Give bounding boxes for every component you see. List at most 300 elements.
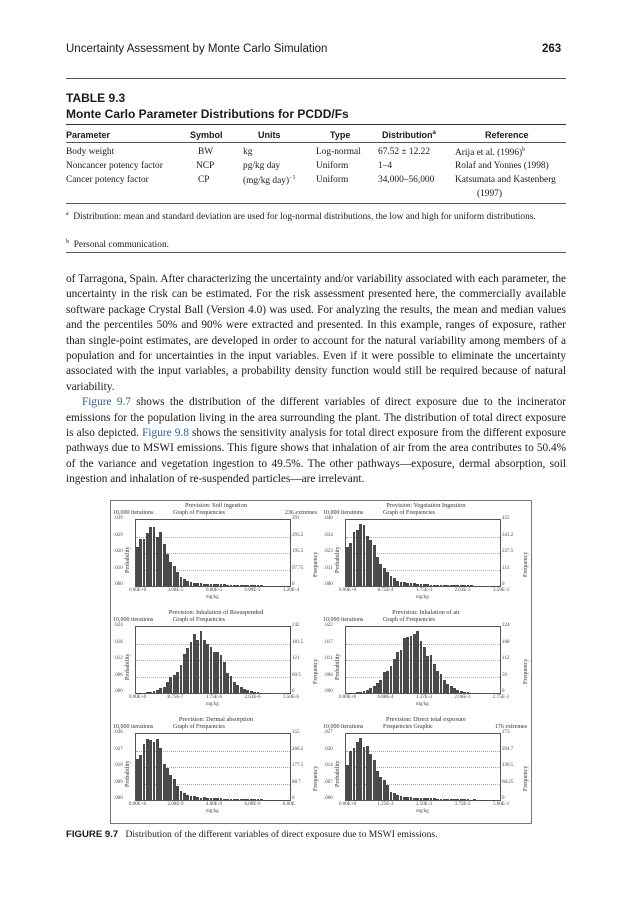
panel-title: Prevision: Inhalation of air	[392, 609, 460, 616]
x-axis-tick: 6.00E-5	[206, 588, 222, 593]
histogram-bar	[223, 799, 226, 800]
histogram-bar	[359, 524, 362, 586]
probability-tick: .029	[114, 532, 123, 538]
table-bottom-rule	[66, 203, 566, 204]
x-axis-tick: 0.00E+0	[339, 588, 357, 593]
x-axis-unit: mg/kg	[206, 702, 219, 707]
histogram-bar	[260, 585, 263, 586]
histogram-bar	[430, 585, 433, 587]
histogram-bar	[410, 636, 413, 693]
histogram-bar	[240, 799, 243, 800]
panel-graph-title: Graph of Frequencies	[173, 724, 225, 730]
histogram-bar	[267, 586, 270, 587]
histogram-bar	[366, 746, 369, 800]
probability-tick: .023	[324, 549, 333, 554]
histogram-bar	[257, 692, 260, 693]
histogram-bar	[206, 798, 209, 800]
row3-symbol: CP	[198, 175, 210, 185]
table-top-rule	[66, 124, 566, 125]
histogram-bar	[253, 799, 256, 800]
histogram-bar	[183, 579, 186, 586]
histogram-bar	[156, 690, 159, 693]
footnote-a	[66, 208, 566, 224]
frequency-tick: 195.5	[292, 549, 304, 554]
histogram-bar	[263, 800, 266, 801]
histogram-bar	[136, 547, 139, 586]
probability-tick: .007	[324, 779, 333, 785]
histogram-bar	[473, 799, 476, 800]
histogram-bar	[220, 798, 223, 800]
histogram-bar	[373, 686, 376, 693]
histogram-bar	[146, 533, 149, 586]
histogram-bar	[190, 642, 193, 693]
frequency-tick: 168	[502, 639, 510, 645]
histogram-bar	[180, 577, 183, 586]
histogram-bar	[139, 539, 142, 586]
row3-units	[243, 175, 295, 186]
figure-9-7-link[interactable]: Figure 9.7	[82, 396, 131, 409]
footnote-marker-b: b	[522, 147, 526, 153]
histogram-bar	[169, 677, 172, 693]
x-axis-tick: 8.00E	[283, 802, 295, 807]
histogram-bar	[390, 666, 393, 693]
histogram-bar	[376, 771, 379, 800]
x-axis-tick: 0.00E+0	[339, 802, 357, 807]
histogram-bar	[236, 585, 239, 586]
histogram-bar	[183, 654, 186, 693]
histogram-bar	[246, 585, 249, 586]
x-axis-tick: 3.00E-5	[167, 588, 184, 593]
histogram-bar	[203, 640, 206, 693]
histogram-bar	[206, 584, 209, 586]
panel-extremes: 176 extremes	[494, 724, 527, 730]
histogram-bar	[363, 747, 366, 800]
probability-tick: .027	[324, 730, 333, 735]
histogram-bar	[246, 690, 249, 693]
histogram-panel	[111, 608, 321, 715]
histogram-bar	[233, 682, 236, 693]
histogram-bar	[226, 799, 229, 801]
histogram-bar	[363, 691, 366, 693]
col-reference: Reference	[485, 130, 529, 140]
x-axis-unit: mg/kg	[206, 595, 219, 600]
frequency-tick: 60.5	[292, 672, 301, 678]
row2-reference: Rolaf and Yonnes (1998)	[455, 161, 549, 171]
probability-tick: .039	[114, 516, 123, 521]
probability-tick: .022	[324, 623, 333, 628]
x-axis-tick: 1.37E-3	[416, 695, 432, 700]
histogram-bar	[400, 582, 403, 586]
histogram-bar	[213, 652, 216, 693]
probability-tick: .018	[114, 639, 123, 645]
histogram-bar	[446, 684, 449, 693]
panel-title: Prevision: Direct total exposure	[386, 716, 466, 723]
histogram-panel	[111, 715, 321, 822]
frequency-tick: 227.5	[502, 549, 514, 554]
row3-type: Uniform	[316, 175, 349, 185]
probability-axis-label: Probability	[335, 760, 341, 787]
x-axis-tick: 4.00E-9	[206, 802, 222, 807]
histogram-bar	[253, 585, 256, 586]
panel-graph-title: Graph of Frequencies	[173, 617, 225, 623]
histogram-bar	[257, 799, 260, 800]
histogram-bar	[450, 585, 453, 586]
probability-tick: .027	[114, 746, 123, 752]
histogram-bar	[180, 665, 183, 693]
probability-tick: .017	[324, 639, 333, 645]
col-units: Units	[258, 130, 281, 140]
frequency-tick: 293.2	[292, 532, 304, 538]
histogram-bar	[396, 795, 399, 800]
x-axis-tick: 8.75E-4	[377, 588, 394, 593]
histogram-bar	[243, 689, 246, 693]
probability-tick: .011	[324, 565, 333, 571]
panel-iterations: 10,000 iterations	[323, 724, 364, 730]
frequency-tick: 97.75	[292, 565, 304, 571]
row3-reference: Katsumata and Kastenberg	[455, 175, 556, 185]
histogram-bar	[396, 581, 399, 586]
histogram-bar	[159, 532, 162, 586]
histogram-bar	[467, 585, 470, 586]
histogram-bar	[213, 798, 216, 800]
paragraph-1: of Tarragona, Spain. After characterizing the uncertainty and/or variability associated with each parameter, the uncertainty in the risk can be estimated. For the risk assessment presented here, the commercially available software package Crystal Ball (Version 4.0) was used. For analyzing the results, the mean and median values and the percentiles 50% and 90% were extracted and presented. In this example, ranges of exposure, rather than single-point estimates, are developed in order to account for the natural variability among members of a population and for uncertainties in the input variables. Even if it were possible to eliminate the uncertainty associated with the input variables, a probability density function would still be required because of natural variability.	[66, 273, 566, 393]
probability-tick: .000	[114, 796, 123, 801]
histogram-bar	[260, 799, 263, 800]
panel-iterations: 10,000 iterations	[113, 510, 154, 516]
histogram-bar	[223, 662, 226, 693]
table-label: TABLE 9.3	[66, 91, 126, 105]
histogram-bar	[153, 742, 156, 800]
grid-line	[136, 644, 290, 645]
histogram-bar	[369, 754, 372, 800]
histogram-bar	[410, 797, 413, 800]
x-axis-tick: 3.50E-6	[283, 695, 299, 700]
figure-9-7	[110, 500, 532, 824]
histogram-bar	[369, 540, 372, 586]
histogram-bar	[163, 544, 166, 586]
histogram-bar	[180, 791, 183, 800]
histogram-bar	[430, 798, 433, 800]
histogram-bar	[443, 585, 446, 586]
histogram-bar	[443, 680, 446, 693]
histogram-bar	[460, 585, 463, 586]
frequency-tick: 341.2	[502, 532, 514, 538]
probability-tick: .046	[324, 516, 333, 521]
frequency-tick: 181.5	[292, 639, 304, 645]
frequency-tick: 177.5	[292, 763, 304, 768]
probability-tick: .000	[324, 796, 333, 801]
histogram-bar	[166, 554, 169, 586]
histogram-bar	[200, 631, 203, 693]
histogram-bar	[416, 798, 419, 800]
frequency-axis-label: Frequency	[313, 765, 319, 791]
row2-symbol: NCP	[196, 161, 215, 171]
figure-caption	[66, 829, 438, 840]
histogram-bar	[143, 744, 146, 800]
histogram-bar	[220, 655, 223, 693]
row3-units-exponent: −1	[289, 175, 296, 181]
histogram-bar	[456, 585, 459, 586]
histogram-bar	[156, 739, 159, 800]
histogram-bar	[216, 584, 219, 586]
histogram-bar	[146, 692, 149, 693]
histogram-bar	[356, 742, 359, 800]
x-axis-tick: 5.00E-3	[493, 802, 509, 807]
frequency-tick: 0	[292, 582, 295, 587]
histogram-bar	[173, 675, 176, 693]
probability-tick: .000	[114, 689, 123, 694]
frequency-tick: 0	[292, 796, 295, 801]
panel-iterations: 10,000 iterations	[323, 510, 364, 516]
row1-distribution: 67.52 ± 12.22	[378, 147, 431, 157]
x-axis-tick: 0.00E+0	[129, 588, 147, 593]
histogram-bar	[456, 690, 459, 693]
header-rule	[66, 78, 566, 79]
histogram-bar	[477, 800, 480, 801]
row2-type: Uniform	[316, 161, 349, 171]
frequency-tick: 88.7	[292, 779, 301, 785]
histogram-bar	[383, 780, 386, 800]
x-axis-tick: 2.00E-9	[167, 802, 184, 807]
x-axis-tick: 1.75E-6	[206, 695, 222, 700]
frequency-tick: 56	[502, 672, 507, 678]
x-axis-tick: 0.00E+0	[339, 695, 357, 700]
histogram-bar	[156, 537, 159, 586]
frequency-tick: 242	[292, 623, 300, 628]
histogram-bar	[230, 676, 233, 693]
grid-line	[346, 644, 500, 645]
histogram-bar	[186, 581, 189, 586]
histogram-bar	[373, 760, 376, 800]
probability-tick: .012	[114, 656, 123, 661]
frequency-tick: 455	[502, 516, 510, 521]
probability-tick: .010	[114, 565, 123, 571]
histogram-bar	[356, 692, 359, 693]
histogram-bar	[393, 793, 396, 800]
histogram-bar	[236, 799, 239, 800]
histogram-bar	[226, 673, 229, 693]
histogram-bar	[420, 641, 423, 694]
histogram-bar	[186, 795, 189, 800]
histogram-bar	[386, 671, 389, 693]
histogram-bar	[176, 786, 179, 800]
histogram-bar	[196, 797, 199, 800]
histogram-bar	[216, 652, 219, 693]
row3-reference-cont: (1997)	[477, 189, 502, 199]
histogram-bar	[430, 655, 433, 693]
histogram-bar	[453, 688, 456, 693]
histogram-panel	[321, 608, 531, 715]
histogram-bar	[190, 796, 193, 800]
histogram-bar	[406, 797, 409, 800]
x-axis-tick: 3.50E-3	[493, 588, 509, 593]
histogram-bar	[153, 691, 156, 693]
probability-tick: .000	[114, 582, 123, 587]
histogram-bar	[450, 686, 453, 693]
histogram-bar	[423, 647, 426, 693]
histogram-bar	[433, 798, 436, 800]
x-axis-tick: 8.75E-7	[167, 695, 184, 700]
histogram-bar	[166, 768, 169, 800]
histogram-bar	[369, 688, 372, 693]
histogram-bar	[413, 634, 416, 693]
histogram-bar	[467, 692, 470, 693]
histogram-bar	[240, 687, 243, 693]
figure-9-8-link[interactable]: Figure 9.8	[142, 427, 189, 440]
histogram-bar	[173, 566, 176, 586]
histogram-bar	[136, 759, 139, 800]
probability-tick: .034	[324, 532, 333, 538]
frequency-tick: 0	[502, 796, 505, 801]
row2-parameter: Noncancer potency factor	[66, 161, 163, 171]
histogram-bar	[376, 683, 379, 693]
histogram-bar	[193, 583, 196, 586]
histogram-bar	[349, 543, 352, 586]
probability-tick: .020	[324, 746, 333, 752]
histogram-bar	[149, 692, 152, 693]
grid-line	[346, 537, 500, 538]
histogram-bar	[236, 685, 239, 694]
histogram-bar	[149, 527, 152, 586]
histogram-bar	[480, 586, 483, 587]
table-header-rule	[66, 142, 566, 143]
row3-parameter: Cancer potency factor	[66, 175, 149, 185]
probability-tick: .036	[114, 730, 123, 735]
histogram-bar	[240, 585, 243, 586]
footnote-a-text: Distribution: mean and standard deviation are used for log-normal distributions, the low and high for uniform distributions.	[73, 212, 536, 223]
histogram-bar	[463, 799, 466, 800]
histogram-bar	[200, 798, 203, 801]
frequency-tick: 112	[502, 656, 510, 661]
col-distribution	[382, 130, 436, 140]
col-type: Type	[330, 130, 351, 140]
panel-graph-title: Graph of Frequencies	[383, 510, 435, 516]
histogram-bar	[406, 583, 409, 586]
probability-tick: .000	[324, 582, 333, 587]
figure-caption-text: Distribution of the different variables of direct exposure due to MSWI emissions.	[125, 829, 438, 840]
histogram-bar	[163, 764, 166, 801]
running-title: Uncertainty Assessment by Monte Carlo Simulation	[66, 43, 328, 55]
frequency-tick: 204.7	[502, 746, 514, 752]
histogram-bar	[149, 740, 152, 800]
x-axis-tick: 2.63E-6	[244, 695, 261, 700]
histogram-bar	[383, 568, 386, 586]
histogram-bar	[416, 631, 419, 693]
footnote-marker-a: a	[432, 130, 436, 136]
x-axis-tick: 6.00E-9	[244, 802, 261, 807]
histogram-bar	[473, 586, 476, 587]
histogram-bar	[410, 583, 413, 586]
histogram-bar	[386, 572, 389, 586]
histogram-bar	[200, 583, 203, 586]
panel-title: Prevision: Dermal absorption	[178, 716, 254, 723]
histogram-bar	[436, 585, 439, 587]
frequency-tick: 113	[502, 565, 510, 571]
histogram-bar	[366, 536, 369, 586]
histogram-bar	[446, 585, 449, 586]
histogram-bar	[390, 792, 393, 800]
probability-axis-label: Probability	[125, 760, 131, 787]
histogram-bar	[390, 576, 393, 586]
row2-units: pg/kg day	[243, 161, 281, 171]
probability-tick: .006	[114, 672, 123, 678]
probability-tick: .020	[114, 549, 123, 554]
page-number: 263	[542, 43, 562, 55]
histogram-bar	[353, 532, 356, 586]
histogram-bar	[453, 585, 456, 586]
histogram-bar	[153, 527, 156, 586]
histogram-bar	[379, 680, 382, 693]
x-axis-unit: mg/kg	[416, 809, 429, 814]
histogram-bar	[233, 799, 236, 800]
footnote-a-marker: a	[66, 211, 69, 217]
x-axis-tick: 2.06E-3	[454, 695, 471, 700]
histogram-bar	[193, 796, 196, 800]
x-axis-tick: 0.00E+0	[129, 802, 147, 807]
histogram-bar	[463, 692, 466, 693]
histogram-bar	[353, 748, 356, 800]
histogram-bar	[176, 572, 179, 586]
frequency-tick: 0	[502, 582, 505, 587]
probability-axis-label: Probability	[125, 546, 131, 573]
histogram-bar	[263, 586, 266, 587]
histogram-bar	[243, 585, 246, 586]
histogram-bar	[250, 585, 253, 586]
x-axis-tick: 2.63E-3	[454, 588, 471, 593]
probability-tick: .011	[324, 656, 333, 661]
row1-reference-text: Arija et al. (1996)	[455, 148, 523, 159]
body-text	[66, 272, 566, 488]
histogram-bar	[359, 738, 362, 800]
histogram-bar	[477, 586, 480, 587]
plot-area	[135, 519, 291, 587]
panel-title: Prevision: Soil ingestion	[185, 502, 247, 509]
histogram-bar	[257, 585, 260, 586]
histogram-bar	[403, 797, 406, 800]
col-symbol: Symbol	[190, 130, 223, 140]
panel-title: Prevision: Inhalation of Resuspended	[168, 609, 264, 616]
row3-distribution: 34,000–56,000	[378, 175, 435, 185]
panel-graph-title: Graph of Frequencies	[383, 617, 435, 623]
histogram-bar	[173, 779, 176, 800]
probability-axis-label: Probability	[125, 653, 131, 680]
histogram-bar	[420, 798, 423, 800]
histogram-bar	[413, 798, 416, 800]
histogram-bar	[349, 751, 352, 800]
histogram-panel	[321, 715, 531, 822]
histogram-bar	[169, 775, 172, 800]
plot-area	[135, 626, 291, 694]
probability-axis-label: Probability	[335, 546, 341, 573]
histogram-bar	[159, 748, 162, 800]
histogram-bar	[393, 659, 396, 693]
histogram-panel	[111, 501, 321, 608]
histogram-bar	[250, 691, 253, 693]
histogram-bar	[243, 799, 246, 800]
histogram-bar	[226, 585, 229, 586]
histogram-bar	[163, 687, 166, 694]
frequency-axis-label: Frequency	[523, 765, 529, 791]
histogram-bar	[196, 640, 199, 693]
frequency-tick: 0	[502, 689, 505, 694]
footnote-b-marker: b	[66, 239, 69, 245]
histogram-bar	[426, 798, 429, 800]
histogram-bar	[210, 584, 213, 586]
histogram-bar	[146, 739, 149, 800]
histogram-bar	[433, 664, 436, 694]
histogram-bar	[416, 584, 419, 586]
histogram-bar	[470, 585, 473, 586]
